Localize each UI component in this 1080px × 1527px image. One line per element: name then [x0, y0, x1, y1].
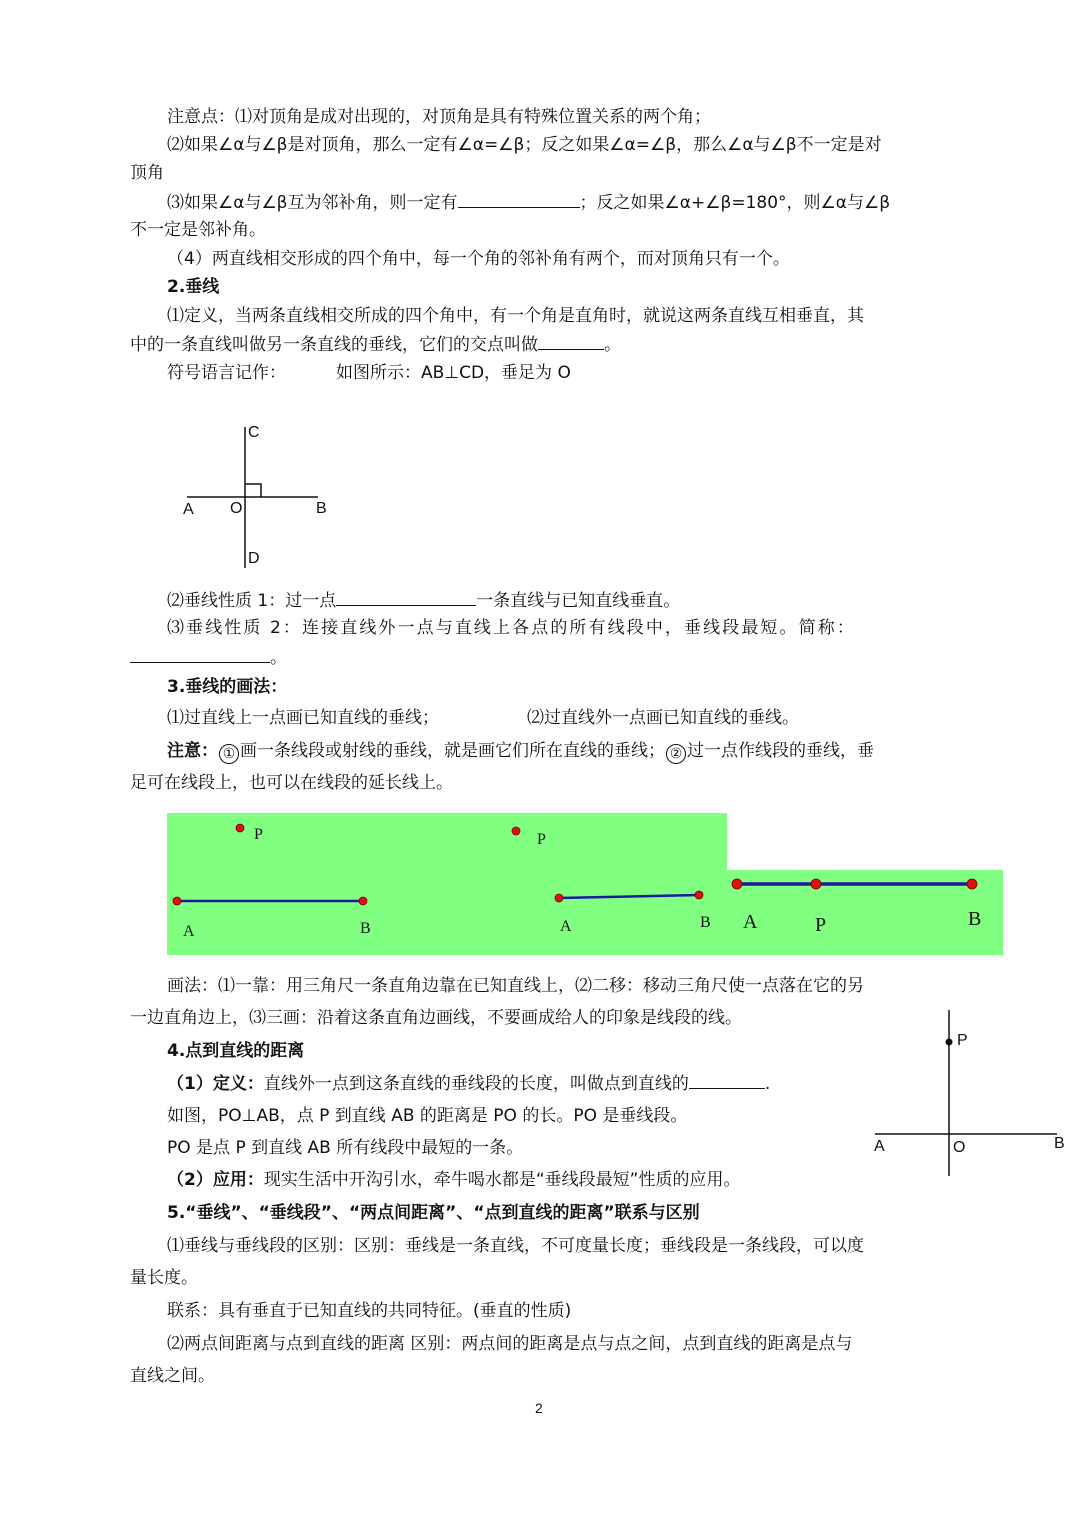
s4-definition-post: . — [764, 1074, 771, 1094]
label-b-right: B — [968, 908, 982, 930]
s5-difference-1a: ⑴垂线与垂线段的区别：区别：垂线是一条直线，不可度量长度；垂线段是一条线段，可以度 — [167, 1236, 864, 1256]
note-2b: 顶角 — [130, 163, 164, 183]
note-4: （4）两直线相交形成的四个角中，每一个角的邻补角有两个，而对顶角只有一个。 — [167, 249, 790, 269]
s3-method-2: ⑵过直线外一点画已知直线的垂线。 — [527, 708, 799, 728]
label-p-fig3: P — [957, 1032, 968, 1049]
label-d: D — [248, 550, 260, 567]
label-o: O — [230, 500, 243, 517]
section-2-title: 2.垂线 — [167, 277, 220, 297]
note-label: 注意： — [167, 741, 218, 761]
label-p-middle: P — [537, 831, 546, 848]
point-p-fig3 — [946, 1039, 953, 1046]
circled-1: ① — [219, 744, 239, 764]
note-part-1: 画一条线段或射线的垂线，就是画它们所在直线的垂线； — [240, 741, 665, 761]
note-3a-pre: ⑶如果∠α与∠β互为邻补角，则一定有 — [167, 193, 458, 213]
section-5-title: 5.“垂线”、“垂线段”、“两点间距离”、“点到直线的距离”联系与区别 — [167, 1203, 700, 1223]
figure-caption: 如图所示：AB⊥CD，垂足为 O — [336, 363, 571, 383]
label-a-right: A — [743, 911, 758, 933]
note-2a: ⑵如果∠α与∠β是对顶角，那么一定有∠α=∠β；反之如果∠α=∠β，那么∠α与∠β不一定是对 — [167, 135, 882, 155]
s5-difference-2a: ⑵两点间距离与点到直线的距离 区别：两点间的距离是点与点之间，点到直线的距离是点与 — [167, 1334, 853, 1354]
label-p-right: P — [815, 914, 827, 936]
application-label: （2）应用： — [167, 1170, 264, 1190]
page-number: 2 — [535, 1400, 543, 1416]
symbol-language-label: 符号语言记作： — [167, 363, 286, 383]
note-1: 注意点：⑴对顶角是成对出现的，对顶角是具有特殊位置关系的两个角； — [167, 107, 711, 127]
s4-line-3: PO 是点 P 到直线 AB 所有线段中最短的一条。 — [167, 1138, 524, 1158]
application-text: 现实生活中开沟引水，牵牛喝水都是“垂线段最短”性质的应用。 — [263, 1170, 741, 1190]
label-b-left: B — [360, 920, 371, 937]
circled-2: ② — [666, 744, 686, 764]
label-b: B — [316, 500, 327, 517]
note-3b: 不一定是邻补角。 — [130, 220, 266, 240]
s5-relation: 联系：具有垂直于已知直线的共同特征。(垂直的性质) — [167, 1301, 572, 1321]
s4-definition-pre: 直线外一点到这条直线的垂线段的长度，叫做点到直线的 — [263, 1074, 689, 1094]
s2-definition-b-post: 。 — [604, 335, 621, 355]
definition-label: （1）定义： — [167, 1074, 264, 1094]
property-2-end: 。 — [270, 648, 287, 668]
note-3a-post: ；反之如果∠α+∠β=180°，则∠α与∠β — [579, 193, 891, 213]
label-b-fig3: B — [1054, 1135, 1065, 1152]
label-a-left: A — [183, 923, 195, 940]
s5-difference-1b: 量长度。 — [130, 1268, 198, 1288]
section-4-title: 4.点到直线的距离 — [167, 1041, 305, 1061]
label-a-middle: A — [560, 918, 572, 935]
section-3-title: 3.垂线的画法： — [167, 677, 288, 697]
s3-method-b: 一边直角边上，⑶三画：沿着这条直角边画线，不要画成给人的印象是线段的线。 — [130, 1008, 742, 1028]
note-part-2: 过一点作线段的垂线，垂 — [687, 741, 874, 761]
s3-note-b: 足可在线段上，也可以在线段的延长线上。 — [130, 773, 453, 793]
label-c: C — [248, 424, 260, 441]
s3-method-1: ⑴过直线上一点画已知直线的垂线； — [167, 708, 439, 728]
property-1-post: 一条直线与已知直线垂直。 — [476, 591, 681, 611]
label-o-fig3: O — [953, 1139, 966, 1156]
s2-property-2a: ⑶垂线性质 2：连接直线外一点与直线上各点的所有线段中，垂线段最短。简称： — [167, 618, 856, 638]
label-b-middle: B — [700, 914, 711, 931]
s5-difference-2b: 直线之间。 — [130, 1366, 215, 1386]
property-1-pre: ⑵垂线性质 1：过一点 — [167, 591, 337, 611]
s4-line-2: 如图，PO⊥AB，点 P 到直线 AB 的距离是 PO 的长。PO 是垂线段。 — [167, 1106, 688, 1126]
label-p-left: P — [254, 826, 263, 843]
label-a-fig3: A — [874, 1138, 885, 1155]
s2-definition-b-pre: 中的一条直线叫做另一条直线的垂线，它们的交点叫做 — [130, 335, 538, 355]
s2-definition-a: ⑴定义，当两条直线相交所成的四个角中，有一个角是直角时，就说这两条直线互相垂直，其 — [167, 306, 864, 326]
label-a: A — [183, 501, 194, 518]
s3-method-a: 画法：⑴一靠：用三角尺一条直角边靠在已知直线上，⑵二移：移动三角尺使一点落在它的另 — [167, 976, 864, 996]
